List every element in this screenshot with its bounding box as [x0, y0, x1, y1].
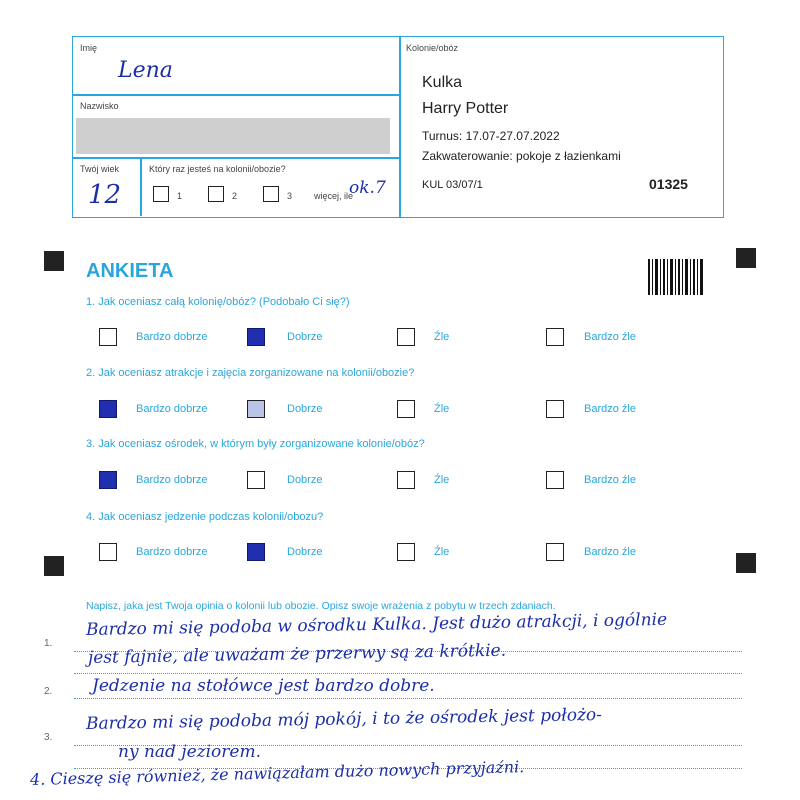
line-number-3: 3.	[44, 732, 53, 743]
q1-option-zle-checkbox[interactable]	[397, 328, 415, 346]
wiek-value: 12	[88, 180, 122, 210]
zakwaterowanie: Zakwaterowanie: pokoje z łazienkami	[422, 149, 621, 163]
imie-label: Imię	[80, 43, 98, 53]
answer-text-3: Jedzenie na stołówce jest bardzo dobre.	[92, 676, 435, 696]
wiek-label: Twój wiek	[80, 164, 120, 174]
q2-option-bardzo-zle-label: Bardzo źle	[584, 403, 636, 415]
option-3-checkbox[interactable]	[263, 186, 279, 202]
q3-option-dobrze-label: Dobrze	[287, 474, 323, 486]
answer-text-1: Bardzo mi się podoba w ośrodku Kulka. Jest dużo atrakcji, i ogólnie	[85, 609, 668, 640]
q2-option-zle-checkbox[interactable]	[397, 400, 415, 418]
q3-option-zle-checkbox[interactable]	[397, 471, 415, 489]
q4-option-zle-checkbox[interactable]	[397, 543, 415, 561]
line-number-1: 1.	[44, 638, 53, 649]
form-number: 01325	[649, 176, 688, 192]
q4-option-zle-label: Źle	[434, 546, 450, 558]
registration-marker-mid-right	[736, 553, 756, 573]
q3-option-bardzo-dobrze-checkbox[interactable]	[99, 471, 117, 489]
q1-option-bardzo-zle-checkbox[interactable]	[546, 328, 564, 346]
q3-option-bardzo-dobrze-label: Bardzo dobrze	[136, 474, 208, 486]
nazwisko-label: Nazwisko	[80, 101, 119, 111]
camp-theme: Harry Potter	[422, 100, 509, 117]
header-divider-vertical	[399, 37, 401, 217]
question-3-text: 3. Jak oceniasz ośrodek, w którym były zorganizowane kolonie/obóz?	[86, 438, 425, 450]
q2-option-dobrze-label: Dobrze	[287, 403, 323, 415]
header-divider-2	[73, 157, 400, 159]
option-3-label: 3	[287, 191, 293, 201]
header-divider-1	[73, 94, 400, 96]
registration-marker-mid-left	[44, 556, 64, 576]
question-1-text: 1. Jak oceniasz całą kolonię/obóz? (Podobało Ci się?)	[86, 296, 350, 308]
line-number-2: 2.	[44, 686, 53, 697]
q3-option-dobrze-checkbox[interactable]	[247, 471, 265, 489]
q1-option-bardzo-zle-label: Bardzo źle	[584, 331, 636, 343]
survey-title: ANKIETA	[86, 260, 174, 282]
q3-option-zle-label: Źle	[434, 474, 450, 486]
question-2-text: 2. Jak oceniasz atrakcje i zajęcia zorganizowane na kolonii/obozie?	[86, 367, 415, 379]
q4-option-bardzo-zle-checkbox[interactable]	[546, 543, 564, 561]
q4-option-dobrze-checkbox[interactable]	[247, 543, 265, 561]
nazwisko-redacted	[76, 118, 390, 154]
header-divider-3	[140, 157, 142, 216]
option-2-checkbox[interactable]	[208, 186, 224, 202]
opinion-prompt: Napisz, jaka jest Twoja opinia o kolonii lub obozie. Opisz swoje wrażenia z pobytu w trzech zdaniach.	[86, 600, 556, 612]
q2-option-bardzo-dobrze-checkbox[interactable]	[99, 400, 117, 418]
answer-text-6: 4. Cieszę się również, że nawiązałam dużo nowych przyjaźni.	[29, 757, 525, 789]
q1-option-zle-label: Źle	[434, 331, 450, 343]
wiecej-label: więcej, ile	[314, 191, 354, 201]
camp-name: Kulka	[422, 74, 463, 91]
q1-option-dobrze-label: Dobrze	[287, 331, 323, 343]
q4-option-dobrze-label: Dobrze	[287, 546, 323, 558]
q4-option-bardzo-dobrze-checkbox[interactable]	[99, 543, 117, 561]
imie-value: Lena	[118, 58, 173, 83]
kolonie-label: Kolonie/obóz	[406, 43, 459, 53]
answer-text-5: ny nad jeziorem.	[118, 742, 261, 762]
q1-option-bardzo-dobrze-checkbox[interactable]	[99, 328, 117, 346]
registration-marker-top-left	[44, 251, 64, 271]
q2-option-bardzo-zle-checkbox[interactable]	[546, 400, 564, 418]
camp-code: KUL 03/07/1	[422, 179, 483, 191]
answer-line-2	[74, 673, 742, 674]
q3-option-bardzo-zle-checkbox[interactable]	[546, 471, 564, 489]
q3-option-bardzo-zle-label: Bardzo źle	[584, 474, 636, 486]
turnus: Turnus: 17.07-27.07.2022	[422, 129, 560, 143]
answer-text-2: jest fajnie, ale uważam że przerwy są za krótkie.	[87, 640, 507, 668]
q2-option-bardzo-dobrze-label: Bardzo dobrze	[136, 403, 208, 415]
q4-option-bardzo-dobrze-label: Bardzo dobrze	[136, 546, 208, 558]
question-4-text: 4. Jak oceniasz jedzenie podczas kolonii/obozu?	[86, 511, 324, 523]
barcode-icon	[648, 259, 704, 295]
wiecej-value: ok.7	[349, 178, 386, 198]
option-2-label: 2	[232, 191, 238, 201]
q1-option-bardzo-dobrze-label: Bardzo dobrze	[136, 331, 208, 343]
option-1-checkbox[interactable]	[153, 186, 169, 202]
answer-text-4: Bardzo mi się podoba mój pokój, i to że ośrodek jest położo-	[85, 704, 603, 734]
registration-marker-top-right	[736, 248, 756, 268]
q1-option-dobrze-checkbox[interactable]	[247, 328, 265, 346]
option-1-label: 1	[177, 191, 183, 201]
q2-option-zle-label: Źle	[434, 403, 450, 415]
q4-option-bardzo-zle-label: Bardzo źle	[584, 546, 636, 558]
answer-line-3	[74, 698, 742, 699]
q2-option-dobrze-checkbox[interactable]	[247, 400, 265, 418]
ktory-raz-label: Który raz jesteś na kolonii/obozie?	[149, 164, 286, 174]
